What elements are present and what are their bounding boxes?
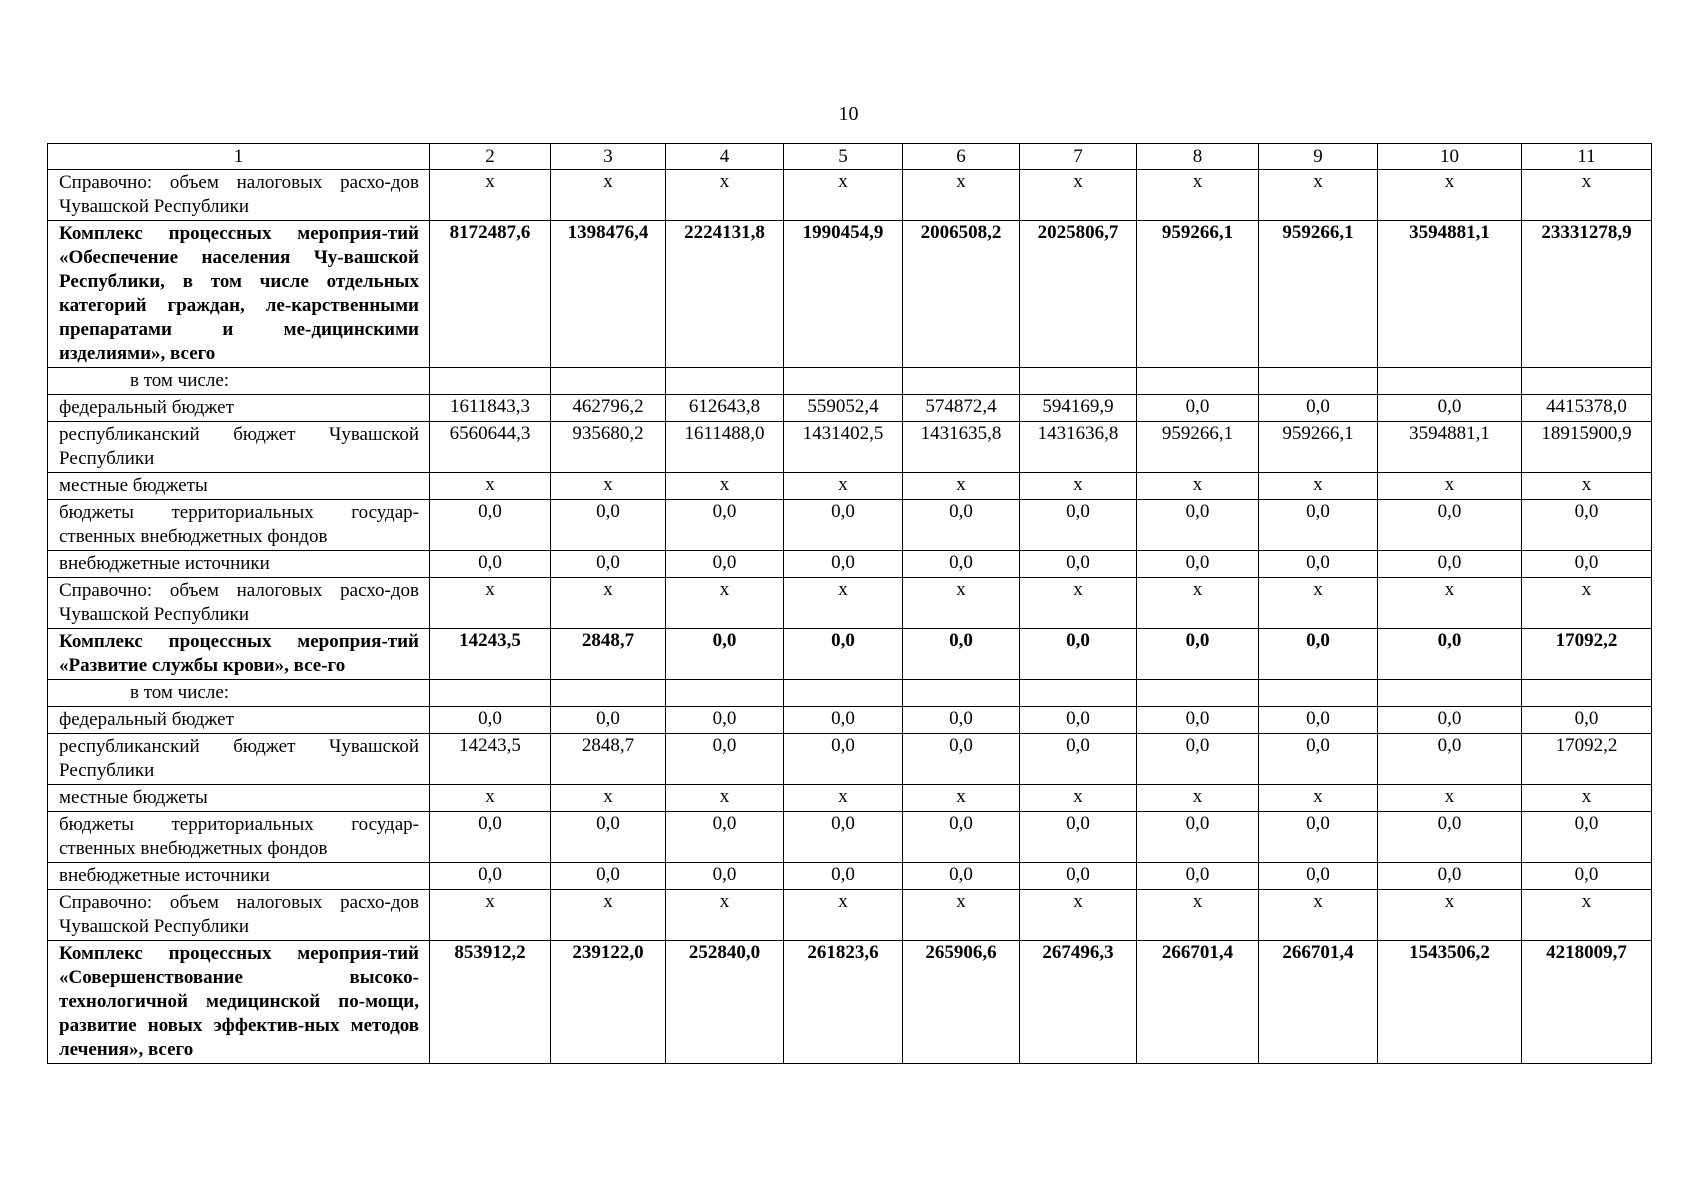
value-cell: х — [666, 578, 784, 629]
value-cell: х — [1137, 170, 1259, 221]
table-body — [48, 144, 1652, 1064]
value-cell: 0,0 — [551, 500, 666, 551]
value-cell — [430, 368, 551, 395]
value-cell: 0,0 — [1020, 551, 1137, 578]
value-cell: х — [1522, 785, 1652, 812]
value-cell: х — [1259, 785, 1378, 812]
column-number: 3 — [551, 144, 666, 170]
row-label: Справочно: объем налоговых расхо-дов Чувашской Республики — [48, 578, 430, 629]
value-cell: 0,0 — [1259, 551, 1378, 578]
value-cell: 959266,1 — [1259, 221, 1378, 368]
value-cell: 0,0 — [1259, 629, 1378, 680]
value-cell: 1398476,4 — [551, 221, 666, 368]
column-number-row — [48, 144, 1652, 170]
value-cell: 2025806,7 — [1020, 221, 1137, 368]
value-cell: 3594881,1 — [1378, 422, 1522, 473]
value-cell: 1431402,5 — [784, 422, 903, 473]
column-number: 8 — [1137, 144, 1259, 170]
value-cell: х — [1020, 473, 1137, 500]
value-cell: 0,0 — [1378, 863, 1522, 890]
value-cell: 0,0 — [784, 500, 903, 551]
value-cell: 594169,9 — [1020, 395, 1137, 422]
value-cell: 0,0 — [903, 812, 1020, 863]
value-cell: х — [1137, 890, 1259, 941]
value-cell: х — [551, 578, 666, 629]
page-number: 10 — [838, 103, 859, 125]
value-cell: 0,0 — [1259, 812, 1378, 863]
value-cell: х — [1020, 170, 1137, 221]
row-label: федеральный бюджет — [48, 707, 430, 734]
table-row — [48, 941, 1652, 1064]
value-cell: 0,0 — [1522, 551, 1652, 578]
value-cell: 0,0 — [1378, 734, 1522, 785]
table-row — [48, 707, 1652, 734]
value-cell: 0,0 — [1378, 395, 1522, 422]
value-cell: 239122,0 — [551, 941, 666, 1064]
value-cell: х — [430, 890, 551, 941]
value-cell: 0,0 — [1378, 500, 1522, 551]
value-cell: 265906,6 — [903, 941, 1020, 1064]
value-cell — [784, 368, 903, 395]
table-row — [48, 500, 1652, 551]
value-cell: 0,0 — [1259, 395, 1378, 422]
value-cell: 0,0 — [551, 551, 666, 578]
value-cell: 0,0 — [666, 812, 784, 863]
value-cell — [1020, 680, 1137, 707]
value-cell — [430, 680, 551, 707]
value-cell: 14243,5 — [430, 734, 551, 785]
value-cell: 0,0 — [1020, 500, 1137, 551]
value-cell — [666, 368, 784, 395]
value-cell: 0,0 — [1522, 812, 1652, 863]
value-cell — [666, 680, 784, 707]
value-cell: 3594881,1 — [1378, 221, 1522, 368]
value-cell: 0,0 — [1020, 707, 1137, 734]
value-cell: 0,0 — [1378, 707, 1522, 734]
row-label: Справочно: объем налоговых расхо-дов Чувашской Республики — [48, 890, 430, 941]
value-cell: х — [1378, 473, 1522, 500]
value-cell: 0,0 — [784, 863, 903, 890]
row-label: Справочно: объем налоговых расхо-дов Чувашской Республики — [48, 170, 430, 221]
value-cell: х — [551, 170, 666, 221]
value-cell: 267496,3 — [1020, 941, 1137, 1064]
value-cell — [1522, 368, 1652, 395]
value-cell: 266701,4 — [1259, 941, 1378, 1064]
value-cell: 0,0 — [784, 551, 903, 578]
value-cell: х — [1378, 578, 1522, 629]
value-cell: 1431635,8 — [903, 422, 1020, 473]
value-cell: 462796,2 — [551, 395, 666, 422]
value-cell: х — [666, 890, 784, 941]
table-row — [48, 629, 1652, 680]
budget-table — [47, 143, 1652, 1064]
value-cell — [1137, 368, 1259, 395]
value-cell: 0,0 — [1137, 812, 1259, 863]
value-cell — [903, 368, 1020, 395]
column-number: 1 — [48, 144, 430, 170]
value-cell: 0,0 — [1522, 500, 1652, 551]
column-number: 6 — [903, 144, 1020, 170]
value-cell: 0,0 — [1259, 707, 1378, 734]
table-row — [48, 170, 1652, 221]
value-cell: х — [430, 473, 551, 500]
value-cell: 1990454,9 — [784, 221, 903, 368]
value-cell: 0,0 — [430, 707, 551, 734]
table-row — [48, 395, 1652, 422]
value-cell: 2848,7 — [551, 629, 666, 680]
value-cell: 0,0 — [1137, 629, 1259, 680]
value-cell — [1137, 680, 1259, 707]
value-cell: 18915900,9 — [1522, 422, 1652, 473]
column-number: 2 — [430, 144, 551, 170]
table-row — [48, 551, 1652, 578]
value-cell: х — [551, 473, 666, 500]
value-cell: 0,0 — [551, 707, 666, 734]
value-cell: 0,0 — [1137, 395, 1259, 422]
value-cell — [551, 368, 666, 395]
value-cell — [1020, 368, 1137, 395]
value-cell: 0,0 — [430, 863, 551, 890]
row-label: федеральный бюджет — [48, 395, 430, 422]
value-cell: 0,0 — [666, 551, 784, 578]
value-cell: 0,0 — [784, 734, 903, 785]
table-row — [48, 368, 1652, 395]
value-cell: 612643,8 — [666, 395, 784, 422]
value-cell: х — [903, 473, 1020, 500]
column-number: 4 — [666, 144, 784, 170]
value-cell: 23331278,9 — [1522, 221, 1652, 368]
value-cell: 935680,2 — [551, 422, 666, 473]
value-cell: 959266,1 — [1137, 422, 1259, 473]
value-cell: 6560644,3 — [430, 422, 551, 473]
value-cell: х — [666, 473, 784, 500]
value-cell: х — [903, 785, 1020, 812]
value-cell: х — [1137, 785, 1259, 812]
value-cell: 0,0 — [1378, 812, 1522, 863]
value-cell: х — [1522, 170, 1652, 221]
value-cell: 4415378,0 — [1522, 395, 1652, 422]
value-cell: 0,0 — [1259, 863, 1378, 890]
value-cell: 0,0 — [1137, 734, 1259, 785]
value-cell: 0,0 — [903, 734, 1020, 785]
value-cell: 959266,1 — [1137, 221, 1259, 368]
value-cell: 0,0 — [1259, 500, 1378, 551]
value-cell: 0,0 — [666, 629, 784, 680]
row-label: Комплекс процессных мероприя-тий «Совершенствование высоко-технологичной медицинской по-мощи, развитие новых эффектив-ных методов лечения», всего — [48, 941, 430, 1064]
value-cell: 0,0 — [1137, 707, 1259, 734]
value-cell: 1543506,2 — [1378, 941, 1522, 1064]
value-cell: 0,0 — [1378, 629, 1522, 680]
value-cell: х — [1522, 578, 1652, 629]
value-cell: 0,0 — [666, 734, 784, 785]
value-cell: 1611488,0 — [666, 422, 784, 473]
row-label: в том числе: — [48, 680, 430, 707]
value-cell: 17092,2 — [1522, 734, 1652, 785]
row-label: Комплекс процессных мероприя-тий «Развитие службы крови», все-го — [48, 629, 430, 680]
value-cell: х — [903, 890, 1020, 941]
row-label: внебюджетные источники — [48, 551, 430, 578]
value-cell: 0,0 — [903, 500, 1020, 551]
value-cell — [903, 680, 1020, 707]
value-cell: 0,0 — [551, 812, 666, 863]
value-cell: 574872,4 — [903, 395, 1020, 422]
value-cell: 17092,2 — [1522, 629, 1652, 680]
value-cell: 0,0 — [1020, 629, 1137, 680]
value-cell: 0,0 — [784, 629, 903, 680]
column-number: 7 — [1020, 144, 1137, 170]
value-cell: 0,0 — [784, 707, 903, 734]
value-cell: х — [1378, 785, 1522, 812]
value-cell: х — [1137, 578, 1259, 629]
value-cell: 0,0 — [551, 863, 666, 890]
value-cell: 0,0 — [430, 500, 551, 551]
value-cell — [784, 680, 903, 707]
value-cell: 0,0 — [1020, 812, 1137, 863]
value-cell: 0,0 — [1020, 863, 1137, 890]
value-cell: 0,0 — [1020, 734, 1137, 785]
table-row — [48, 473, 1652, 500]
value-cell — [551, 680, 666, 707]
value-cell: 0,0 — [784, 812, 903, 863]
value-cell: х — [784, 170, 903, 221]
row-label: в том числе: — [48, 368, 430, 395]
value-cell: 2006508,2 — [903, 221, 1020, 368]
value-cell: 266701,4 — [1137, 941, 1259, 1064]
value-cell: х — [903, 170, 1020, 221]
value-cell: х — [784, 578, 903, 629]
value-cell: 0,0 — [1259, 734, 1378, 785]
value-cell: х — [551, 890, 666, 941]
value-cell: 0,0 — [1137, 500, 1259, 551]
value-cell: х — [1378, 890, 1522, 941]
value-cell: 559052,4 — [784, 395, 903, 422]
table-row — [48, 422, 1652, 473]
column-number: 9 — [1259, 144, 1378, 170]
value-cell: х — [784, 890, 903, 941]
value-cell: 0,0 — [666, 707, 784, 734]
value-cell: 0,0 — [1378, 551, 1522, 578]
value-cell — [1378, 368, 1522, 395]
value-cell: х — [666, 170, 784, 221]
value-cell: 0,0 — [1522, 863, 1652, 890]
value-cell: 0,0 — [430, 812, 551, 863]
value-cell: 0,0 — [903, 707, 1020, 734]
row-label: республиканский бюджет Чувашской Республики — [48, 734, 430, 785]
row-label: местные бюджеты — [48, 785, 430, 812]
value-cell: х — [1522, 890, 1652, 941]
value-cell: 252840,0 — [666, 941, 784, 1064]
row-label: местные бюджеты — [48, 473, 430, 500]
value-cell: 4218009,7 — [1522, 941, 1652, 1064]
value-cell: х — [1259, 473, 1378, 500]
value-cell: х — [903, 578, 1020, 629]
value-cell: х — [430, 785, 551, 812]
table-row — [48, 890, 1652, 941]
row-label: Комплекс процессных мероприя-тий «Обеспечение населения Чу-вашской Республики, в том числе отдельных категорий граждан, ле-карственными препаратами и ме-дицинскими изделиями», всего — [48, 221, 430, 368]
value-cell: х — [1259, 578, 1378, 629]
column-number: 10 — [1378, 144, 1522, 170]
value-cell: х — [1522, 473, 1652, 500]
value-cell: х — [551, 785, 666, 812]
value-cell: 0,0 — [903, 551, 1020, 578]
value-cell: х — [784, 785, 903, 812]
value-cell — [1522, 680, 1652, 707]
value-cell: 0,0 — [666, 500, 784, 551]
value-cell: х — [666, 785, 784, 812]
value-cell: х — [1020, 890, 1137, 941]
table-row — [48, 680, 1652, 707]
value-cell: 0,0 — [1137, 551, 1259, 578]
value-cell: х — [1020, 578, 1137, 629]
column-number: 11 — [1522, 144, 1652, 170]
value-cell: 0,0 — [903, 863, 1020, 890]
value-cell — [1259, 368, 1378, 395]
row-label: бюджеты территориальных государ-ственных внебюджетных фондов — [48, 500, 430, 551]
value-cell: 1611843,3 — [430, 395, 551, 422]
value-cell: 0,0 — [666, 863, 784, 890]
table-row — [48, 863, 1652, 890]
value-cell — [1259, 680, 1378, 707]
table-row — [48, 812, 1652, 863]
value-cell — [1378, 680, 1522, 707]
value-cell: 8172487,6 — [430, 221, 551, 368]
value-cell: 0,0 — [1522, 707, 1652, 734]
value-cell: х — [1259, 890, 1378, 941]
table-row — [48, 734, 1652, 785]
row-label: республиканский бюджет Чувашской Республики — [48, 422, 430, 473]
value-cell: х — [430, 170, 551, 221]
value-cell: 0,0 — [430, 551, 551, 578]
row-label: внебюджетные источники — [48, 863, 430, 890]
value-cell: х — [430, 578, 551, 629]
table-row — [48, 221, 1652, 368]
value-cell: х — [1378, 170, 1522, 221]
value-cell: х — [784, 473, 903, 500]
value-cell: 1431636,8 — [1020, 422, 1137, 473]
value-cell: х — [1137, 473, 1259, 500]
row-label: бюджеты территориальных государ-ственных внебюджетных фондов — [48, 812, 430, 863]
value-cell: 261823,6 — [784, 941, 903, 1064]
value-cell: 853912,2 — [430, 941, 551, 1064]
value-cell: 959266,1 — [1259, 422, 1378, 473]
table-row — [48, 785, 1652, 812]
value-cell: 2224131,8 — [666, 221, 784, 368]
value-cell: 2848,7 — [551, 734, 666, 785]
value-cell: 0,0 — [903, 629, 1020, 680]
value-cell: 0,0 — [1137, 863, 1259, 890]
value-cell: 14243,5 — [430, 629, 551, 680]
table-row — [48, 578, 1652, 629]
value-cell: х — [1020, 785, 1137, 812]
column-number: 5 — [784, 144, 903, 170]
value-cell: х — [1259, 170, 1378, 221]
